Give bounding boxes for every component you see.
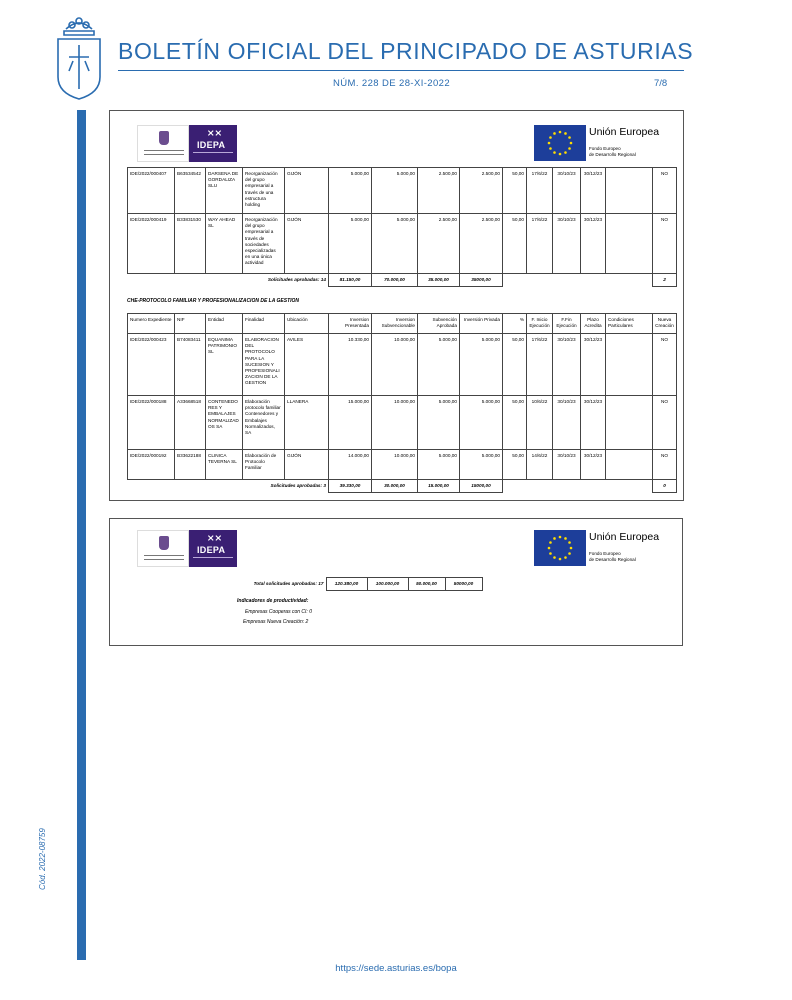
- cell-nif: B74083411: [175, 334, 206, 396]
- eu-star-icon: [553, 556, 556, 559]
- cell-entidad: CLINICA TEVERNA SL: [206, 450, 243, 480]
- eu-star-icon: [549, 136, 552, 139]
- summary-subvencion: 15.000,00: [418, 480, 460, 493]
- eu-star-icon: [549, 147, 552, 150]
- cell-inv-subv: 10.000,00: [372, 334, 418, 396]
- eu-flag-icon: [534, 530, 586, 566]
- cell-inv-privada: 2.500,00: [460, 214, 503, 274]
- cell-plazo: 30/12/23: [581, 450, 606, 480]
- side-bar: [77, 110, 86, 960]
- column-header-plazo: Plazo Acredita: [581, 314, 606, 334]
- totals-subvencion: 50.000,00: [408, 578, 445, 591]
- cell-subvencion: 5.000,00: [418, 396, 460, 450]
- cell-condiciones: [606, 450, 653, 480]
- eu-star-icon: [568, 147, 571, 150]
- column-header-inv-privada: Inversión Privada: [460, 314, 503, 334]
- cell-f-fin: 30/10/23: [553, 214, 581, 274]
- page-number: 7/8: [654, 78, 668, 89]
- eu-star-icon: [568, 552, 571, 555]
- cell-finalidad: Elaboración protocolo familiar Contenedores y Embalajes Normalizados, SA: [243, 396, 285, 450]
- summary-inv-subv: 30.000,00: [372, 480, 418, 493]
- cell-condiciones: [606, 334, 653, 396]
- cell-ubicacion: LLANERA: [285, 396, 329, 450]
- cell-f-inicio: 17/6/22: [527, 168, 553, 214]
- summary-label: Solicitudes aprobadas: 3: [270, 483, 326, 488]
- summary-inv-presentada: 39.330,00: [329, 480, 372, 493]
- eu-star-icon: [553, 537, 556, 540]
- eu-logo: Unión Europea Fondo Europeo de Desarrollo Regional: [534, 125, 660, 162]
- cell-inv-privada: 5.000,00: [460, 396, 503, 450]
- summary-inv-presentada: 81.150,00: [329, 274, 372, 287]
- cell-inv-presentada: 15.000,00: [329, 396, 372, 450]
- cell-entidad: WAY AHEAD SL: [206, 214, 243, 274]
- table-row: [128, 334, 677, 396]
- column-header-finalidad: Finalidad: [243, 314, 285, 334]
- cell-subvencion: 2.500,00: [418, 168, 460, 214]
- eu-star-icon: [549, 541, 552, 544]
- idepa-logo: ⨯⨯ IDEPA: [137, 125, 237, 162]
- cell-pct: 50,00: [503, 334, 527, 396]
- cell-ubicacion: GIJÓN: [285, 214, 329, 274]
- cell-condiciones: [606, 214, 653, 274]
- header-row: [128, 314, 677, 334]
- cell-pct: 50,00: [503, 396, 527, 450]
- eu-star-icon: [549, 552, 552, 555]
- eu-star-icon: [548, 547, 551, 550]
- cell-condiciones: [606, 168, 653, 214]
- eu-star-icon: [553, 132, 556, 135]
- eu-star-icon: [559, 131, 562, 134]
- government-logo: [137, 125, 189, 162]
- eu-flag-icon: [534, 125, 586, 161]
- idepa-symbol-icon: ⨯⨯: [207, 533, 223, 543]
- crest-icon: [159, 536, 169, 550]
- cell-entidad: DARSENA DE GORDALIZA SLU: [206, 168, 243, 214]
- column-header-nif: NIF: [175, 314, 206, 334]
- eu-star-icon: [559, 558, 562, 561]
- document-code: Cód. 2022-08759: [38, 828, 47, 890]
- eu-star-icon: [568, 541, 571, 544]
- cell-nueva: NO: [653, 396, 677, 450]
- eu-logo: Unión Europea Fondo Europeo de Desarrollo Regional: [534, 530, 660, 567]
- cell-nif: B33622188: [175, 450, 206, 480]
- cell-f-fin: 30/10/23: [553, 396, 581, 450]
- government-logo: [137, 530, 189, 567]
- cell-inv-privada: 5.000,00: [460, 450, 503, 480]
- cell-subvencion: 5.000,00: [418, 450, 460, 480]
- eu-star-icon: [564, 151, 567, 154]
- cell-inv-presentada: 5.000,00: [329, 168, 372, 214]
- cell-subvencion: 5.000,00: [418, 334, 460, 396]
- footer-url[interactable]: https://sede.asturias.es/bopa: [335, 963, 457, 974]
- summary-nueva: 2: [653, 274, 677, 287]
- column-header-nueva: Nueva Creación: [653, 314, 677, 334]
- cell-exp: IDE/2022/000407: [128, 168, 175, 214]
- summary-label: Solicitudes aprobadas: 14: [267, 277, 326, 282]
- cell-nueva: NO: [653, 450, 677, 480]
- cell-exp: IDE/2022/000423: [128, 334, 175, 396]
- column-header-f-inicio: F. Inicio Ejecución: [527, 314, 553, 334]
- totals-table: [126, 577, 483, 591]
- totals-inv-privada: 50000,00: [445, 578, 482, 591]
- cell-f-inicio: 17/6/22: [527, 214, 553, 274]
- summary-row: [128, 274, 677, 287]
- cell-pct: 50,00: [503, 450, 527, 480]
- crest-icon: [159, 131, 169, 145]
- idepa-symbol-icon: ⨯⨯: [207, 128, 223, 138]
- cell-inv-presentada: 14.000,00: [329, 450, 372, 480]
- document-frame-2: [109, 518, 683, 646]
- cell-f-inicio: 17/6/22: [527, 334, 553, 396]
- approved-requests-table-1: [127, 167, 677, 287]
- title-rule: [118, 70, 684, 71]
- cell-inv-subv: 5.000,00: [372, 168, 418, 214]
- cell-subvencion: 2.500,00: [418, 214, 460, 274]
- cell-f-fin: 30/10/23: [553, 334, 581, 396]
- cell-f-fin: 30/10/23: [553, 168, 581, 214]
- cell-plazo: 30/12/23: [581, 214, 606, 274]
- cell-nueva: NO: [653, 168, 677, 214]
- summary-gap: [503, 480, 653, 493]
- cell-inv-presentada: 5.000,00: [329, 214, 372, 274]
- bulletin-title: BOLETÍN OFICIAL DEL PRINCIPADO DE ASTURIAS: [118, 38, 694, 64]
- cell-entidad: EQUANIMA PATRIMONIO SL: [206, 334, 243, 396]
- eu-star-icon: [568, 136, 571, 139]
- cell-ubicacion: AVILES: [285, 334, 329, 396]
- cell-nif: A33668518: [175, 396, 206, 450]
- eu-star-icon: [548, 142, 551, 145]
- approved-requests-table-2: [127, 313, 677, 493]
- summary-inv-privada: 35000,00: [460, 274, 503, 287]
- cell-ubicacion: GIJÓN: [285, 168, 329, 214]
- column-header-subvencion: Subvención Aprobada: [418, 314, 460, 334]
- cell-exp: IDE/2022/000419: [128, 214, 175, 274]
- column-header-pct: %: [503, 314, 527, 334]
- eu-star-icon: [564, 132, 567, 135]
- cell-nif: B33831530: [175, 214, 206, 274]
- eu-star-icon: [564, 556, 567, 559]
- document-frame-1: [109, 110, 684, 501]
- column-header-entidad: Entidad: [206, 314, 243, 334]
- table-row: [128, 450, 677, 480]
- eu-star-icon: [559, 536, 562, 539]
- cell-pct: 50,00: [503, 168, 527, 214]
- cell-finalidad: Elaboración de Protocolo Familiar: [243, 450, 285, 480]
- summary-gap: [503, 274, 653, 287]
- eu-star-icon: [553, 151, 556, 154]
- cell-inv-subv: 10.000,00: [372, 396, 418, 450]
- cell-nueva: NO: [653, 334, 677, 396]
- cell-nif: B63534542: [175, 168, 206, 214]
- cell-inv-privada: 5.000,00: [460, 334, 503, 396]
- summary-inv-privada: 15000,00: [460, 480, 503, 493]
- indicators-title: Indicadores de productividad:: [237, 598, 309, 604]
- cell-f-fin: 30/10/23: [553, 450, 581, 480]
- cell-plazo: 30/12/23: [581, 334, 606, 396]
- issue-number: NÚM. 228 DE 28-XI-2022: [333, 78, 451, 89]
- column-header-inv-presentada: Inversion Presentada: [329, 314, 372, 334]
- cell-finalidad: ELABORACION DEL PROTOCOLO PARA LA SUCESION Y PROFESIONALIZACION DE LA GESTION: [243, 334, 285, 396]
- column-header-f-fin: F.Fin Ejecución: [553, 314, 581, 334]
- summary-inv-subv: 70.000,00: [372, 274, 418, 287]
- summary-subvencion: 35.000,00: [418, 274, 460, 287]
- summary-row: [128, 480, 677, 493]
- indicator-line-2: Empresas Nueva Creación: 2: [243, 619, 309, 625]
- cell-inv-presentada: 10.330,00: [329, 334, 372, 396]
- totals-label: Total solicitudes aprobadas: 17: [253, 580, 324, 586]
- totals-row: [126, 578, 482, 591]
- column-header-condiciones: Condiciones Particulares: [606, 314, 653, 334]
- cell-inv-privada: 2.500,00: [460, 168, 503, 214]
- cell-f-inicio: 10/6/22: [527, 396, 553, 450]
- cell-finalidad: Reorganización del grupo empresarial a través de una estructura holding: [243, 168, 285, 214]
- cell-exp: IDE/2022/000188: [128, 396, 175, 450]
- cell-condiciones: [606, 396, 653, 450]
- summary-nueva: 0: [653, 480, 677, 493]
- cell-plazo: 30/12/23: [581, 168, 606, 214]
- cell-inv-subv: 5.000,00: [372, 214, 418, 274]
- column-header-inv-subv: Inversion Subvencionable: [372, 314, 418, 334]
- table-row: [128, 396, 677, 450]
- totals-inv-presentada: 120.380,00: [326, 578, 367, 591]
- cell-pct: 50,00: [503, 214, 527, 274]
- cell-nueva: NO: [653, 214, 677, 274]
- eu-star-icon: [570, 142, 573, 145]
- table-row: [128, 214, 677, 274]
- table-row: [128, 168, 677, 214]
- eu-star-icon: [559, 153, 562, 156]
- column-header-ubicacion: Ubicación: [285, 314, 329, 334]
- totals-inv-subvencionable: 100.000,00: [367, 578, 408, 591]
- eu-star-icon: [570, 547, 573, 550]
- cell-inv-subv: 10.000,00: [372, 450, 418, 480]
- section-title: CHE-PROTOCOLO FAMILIAR Y PROFESIONALIZACION DE LA GESTION: [127, 298, 300, 304]
- cell-entidad: CONTENEDORES Y EMBALAJES NORMALIZADOS SA: [206, 396, 243, 450]
- cell-ubicacion: GIJÓN: [285, 450, 329, 480]
- eu-star-icon: [564, 537, 567, 540]
- indicator-line-1: Empresas Cooperas con CI: 0: [245, 609, 312, 615]
- idepa-logo: ⨯⨯ IDEPA: [137, 530, 237, 567]
- asturias-coat-of-arms-icon: [52, 15, 106, 101]
- cell-finalidad: Reorganización del grupo empresarial a través de sociedades especializadas en una única actividad: [243, 214, 285, 274]
- cell-plazo: 30/12/23: [581, 396, 606, 450]
- column-header-exp: Numero Expediente: [128, 314, 175, 334]
- cell-exp: IDE/2022/000192: [128, 450, 175, 480]
- cell-f-inicio: 14/6/22: [527, 450, 553, 480]
